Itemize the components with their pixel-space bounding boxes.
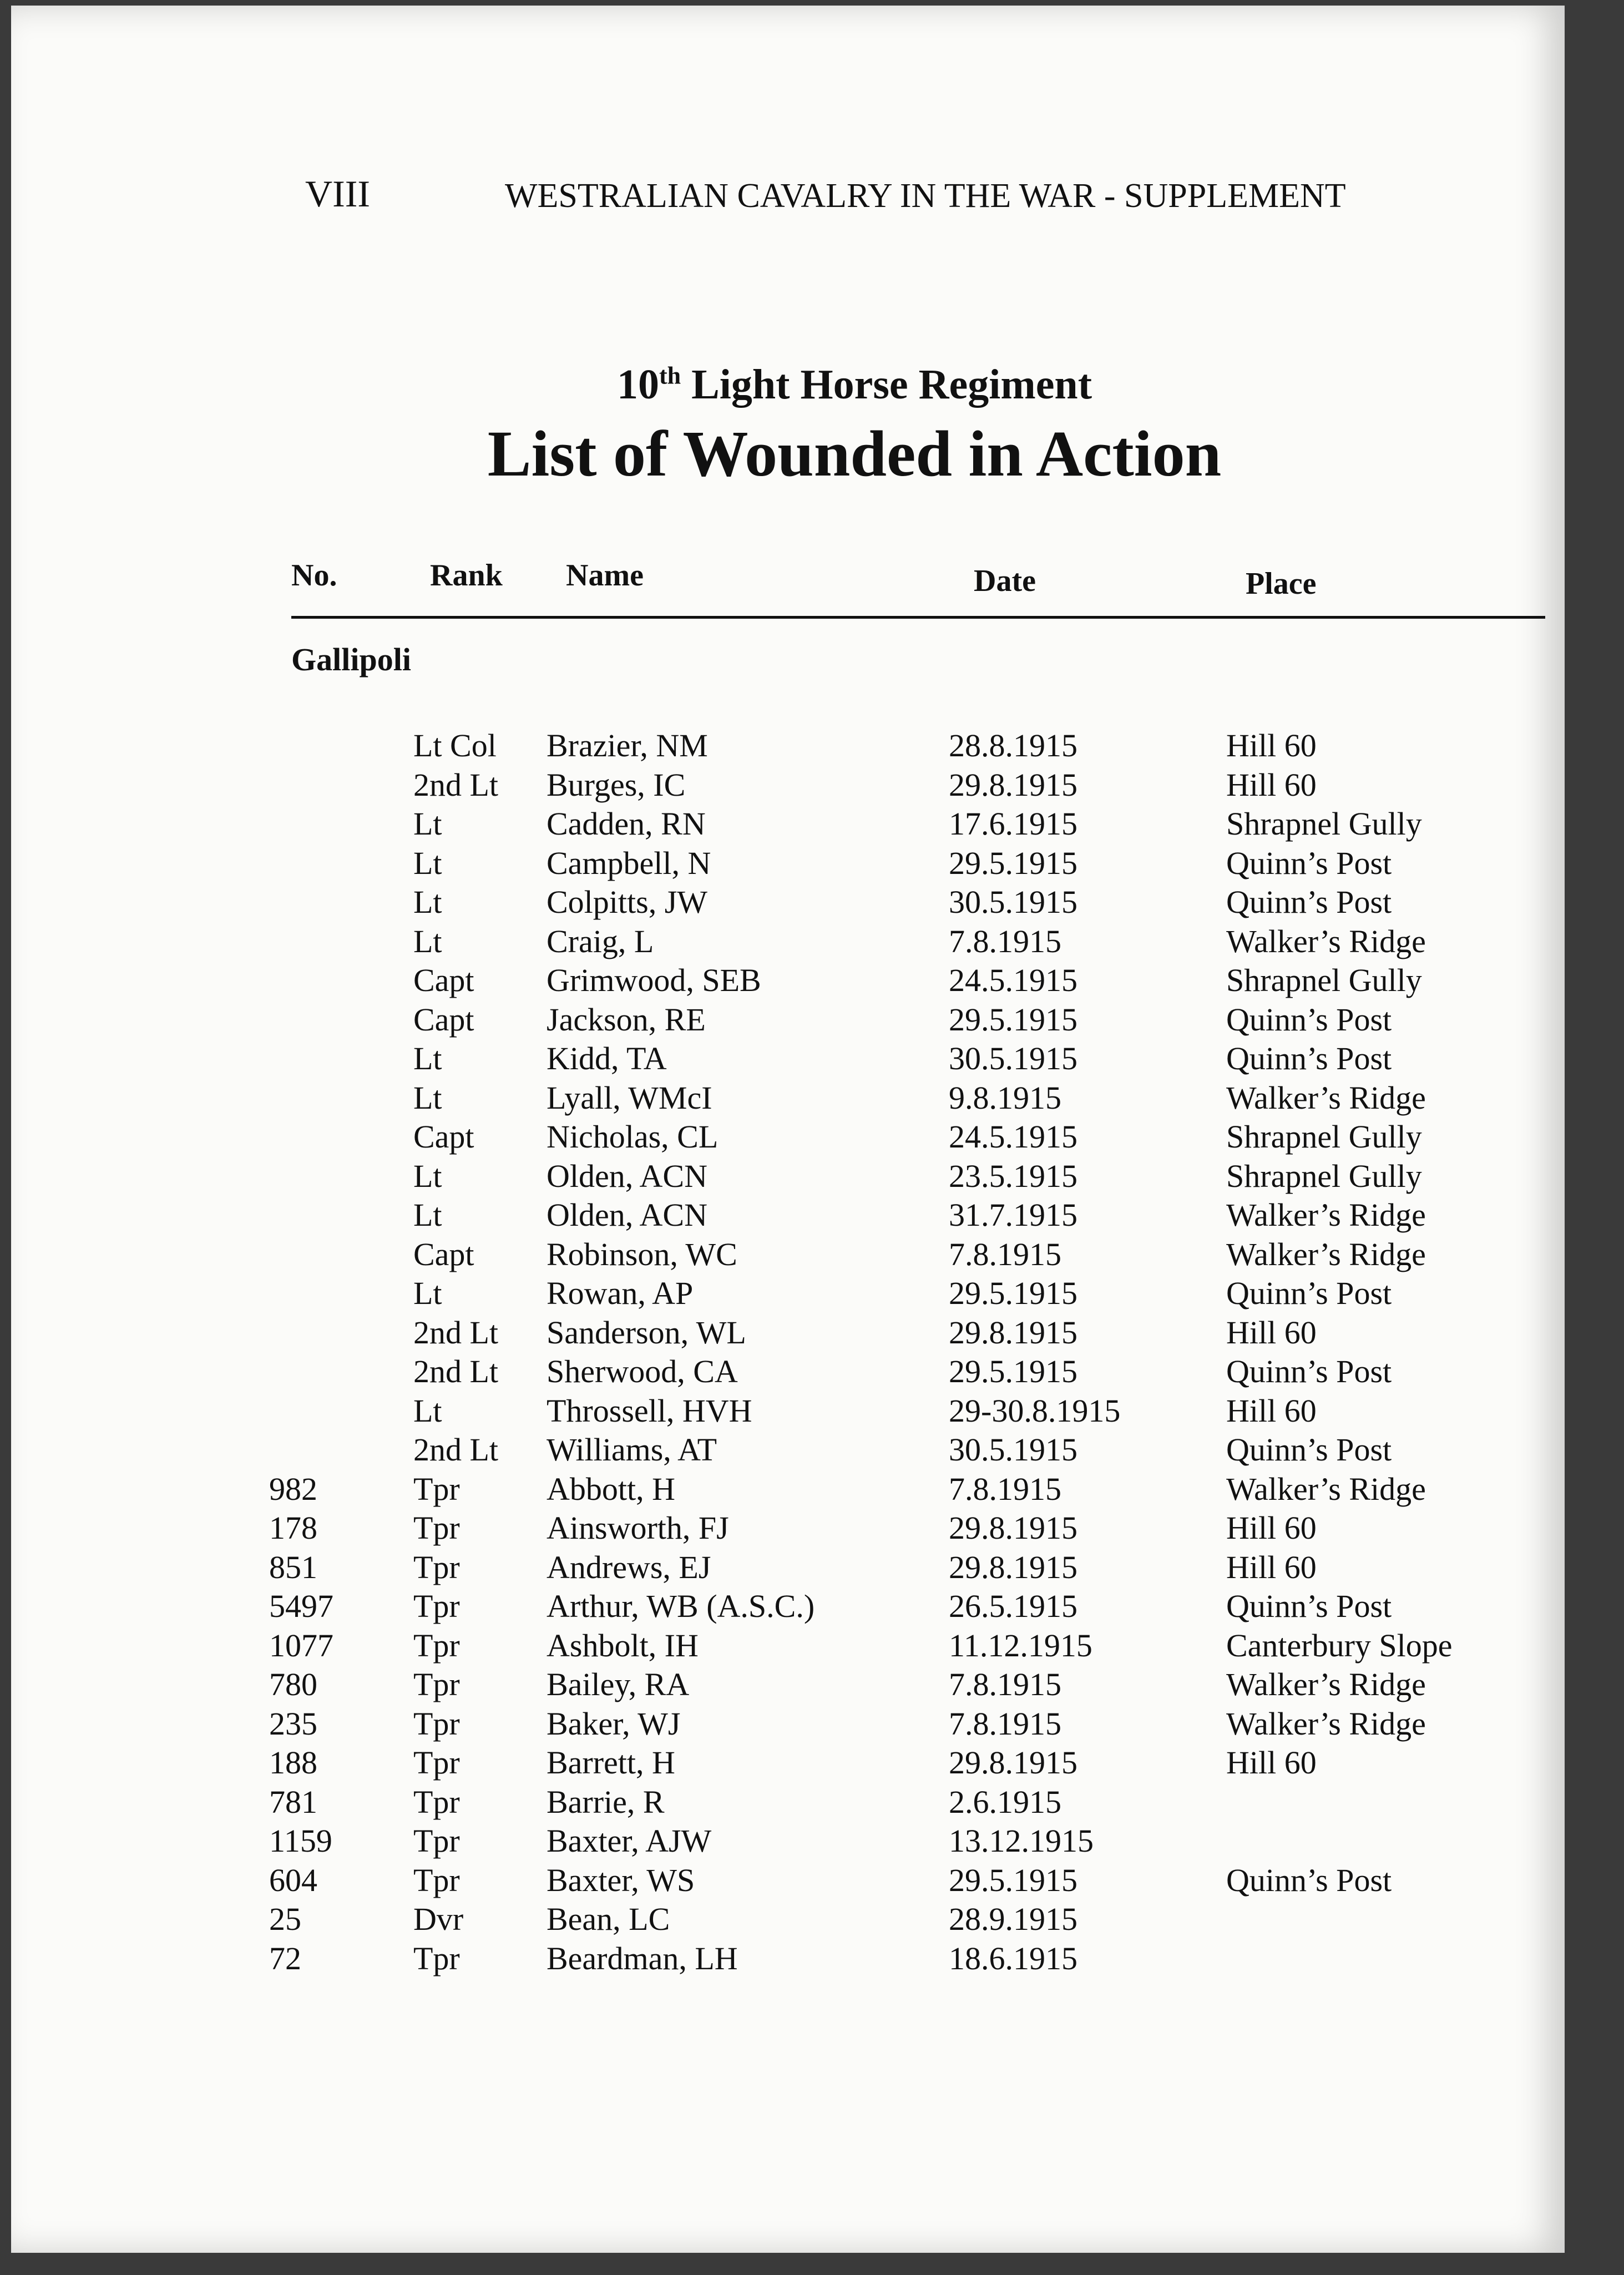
table-row bbox=[11, 962, 1565, 1001]
cell-rank: Tpr bbox=[413, 1745, 460, 1781]
cell-date: 31.7.1915 bbox=[949, 1197, 1077, 1233]
cell-name: Burges, IC bbox=[547, 766, 686, 803]
cell-place: Hill 60 bbox=[1226, 727, 1317, 764]
table-row bbox=[11, 766, 1565, 806]
cell-name: Grimwood, SEB bbox=[547, 962, 761, 998]
cell-name: Brazier, NM bbox=[547, 727, 708, 764]
cell-date: 29.8.1915 bbox=[949, 766, 1077, 803]
table-row bbox=[11, 1079, 1565, 1119]
cell-name: Ashbolt, IH bbox=[547, 1627, 699, 1664]
table-row bbox=[11, 883, 1565, 923]
table-row bbox=[11, 845, 1565, 884]
cell-name: Throssell, HVH bbox=[547, 1392, 752, 1429]
cell-date: 29.8.1915 bbox=[949, 1510, 1077, 1546]
cell-name: Jackson, RE bbox=[547, 1001, 706, 1038]
cell-rank: Tpr bbox=[413, 1823, 460, 1859]
cell-service-number: 781 bbox=[269, 1783, 317, 1820]
cell-place: Shrapnel Gully bbox=[1226, 1119, 1422, 1155]
cell-date: 7.8.1915 bbox=[949, 1705, 1061, 1742]
cell-date: 29.8.1915 bbox=[949, 1745, 1077, 1781]
cell-place: Quinn’s Post bbox=[1226, 1588, 1392, 1624]
cell-rank: Lt bbox=[413, 806, 442, 842]
cell-rank: Tpr bbox=[413, 1588, 460, 1624]
column-header-no: No. bbox=[291, 558, 337, 593]
cell-rank: Lt bbox=[413, 1040, 442, 1076]
cell-name: Baxter, AJW bbox=[547, 1823, 712, 1859]
cell-rank: 2nd Lt bbox=[413, 1432, 499, 1468]
cell-date: 13.12.1915 bbox=[949, 1823, 1094, 1859]
cell-date: 29.8.1915 bbox=[949, 1314, 1077, 1351]
cell-place: Walker’s Ridge bbox=[1226, 923, 1426, 959]
cell-place: Hill 60 bbox=[1226, 1392, 1317, 1429]
cell-name: Barrie, R bbox=[547, 1783, 665, 1820]
column-header-date: Date bbox=[974, 564, 1036, 598]
table-row bbox=[11, 923, 1565, 962]
cell-name: Arthur, WB (A.S.C.) bbox=[547, 1588, 815, 1624]
regiment-heading bbox=[78, 361, 1624, 409]
cell-place: Walker’s Ridge bbox=[1226, 1470, 1426, 1507]
table-row bbox=[11, 1001, 1565, 1040]
table-row bbox=[11, 1744, 1565, 1783]
cell-name: Abbott, H bbox=[547, 1470, 675, 1507]
cell-service-number: 188 bbox=[269, 1745, 317, 1781]
cell-date: 24.5.1915 bbox=[949, 1119, 1077, 1155]
cell-place: Hill 60 bbox=[1226, 1510, 1317, 1546]
cell-place: Hill 60 bbox=[1226, 766, 1317, 803]
table-row bbox=[11, 1900, 1565, 1940]
cell-service-number: 178 bbox=[269, 1510, 317, 1546]
cell-date: 29.5.1915 bbox=[949, 845, 1077, 881]
cell-date: 29.5.1915 bbox=[949, 1001, 1077, 1038]
cell-name: Barrett, H bbox=[547, 1745, 675, 1781]
cell-date: 7.8.1915 bbox=[949, 1236, 1061, 1272]
cell-date: 9.8.1915 bbox=[949, 1079, 1061, 1116]
table-row bbox=[11, 1118, 1565, 1157]
cell-name: Williams, AT bbox=[547, 1432, 717, 1468]
cell-service-number: 851 bbox=[269, 1549, 317, 1585]
cell-place: Shrapnel Gully bbox=[1226, 806, 1422, 842]
column-header-name: Name bbox=[566, 558, 644, 593]
cell-place: Hill 60 bbox=[1226, 1549, 1317, 1585]
cell-name: Nicholas, CL bbox=[547, 1119, 719, 1155]
cell-rank: Lt bbox=[413, 1392, 442, 1429]
cell-rank: Lt bbox=[413, 1079, 442, 1116]
cell-name: Andrews, EJ bbox=[547, 1549, 711, 1585]
cell-place: Walker’s Ridge bbox=[1226, 1666, 1426, 1702]
table-row bbox=[11, 1509, 1565, 1549]
cell-rank: Lt Col bbox=[413, 727, 497, 764]
cell-service-number: 5497 bbox=[269, 1588, 333, 1624]
cell-rank: Tpr bbox=[413, 1940, 460, 1976]
cell-name: Sanderson, WL bbox=[547, 1314, 746, 1351]
cell-date: 2.6.1915 bbox=[949, 1783, 1061, 1820]
cell-date: 18.6.1915 bbox=[949, 1940, 1077, 1976]
table-row bbox=[11, 1040, 1565, 1079]
cell-name: Robinson, WC bbox=[547, 1236, 737, 1272]
cell-rank: Capt bbox=[413, 1236, 474, 1272]
table-row bbox=[11, 1392, 1565, 1432]
table-row bbox=[11, 1157, 1565, 1197]
cell-name: Baxter, WS bbox=[547, 1862, 695, 1898]
cell-rank: Tpr bbox=[413, 1627, 460, 1664]
cell-place: Quinn’s Post bbox=[1226, 1353, 1392, 1389]
cell-place: Walker’s Ridge bbox=[1226, 1079, 1426, 1116]
cell-name: Baker, WJ bbox=[547, 1705, 681, 1742]
cell-place: Quinn’s Post bbox=[1226, 1275, 1392, 1311]
cell-rank: Lt bbox=[413, 923, 442, 959]
cell-place: Shrapnel Gully bbox=[1226, 962, 1422, 998]
cell-date: 17.6.1915 bbox=[949, 806, 1077, 842]
cell-place: Quinn’s Post bbox=[1226, 1040, 1392, 1076]
cell-place: Quinn’s Post bbox=[1226, 845, 1392, 881]
cell-service-number: 1077 bbox=[269, 1627, 333, 1664]
cell-name: Beardman, LH bbox=[547, 1940, 738, 1976]
table-row bbox=[11, 1353, 1565, 1392]
cell-place: Walker’s Ridge bbox=[1226, 1197, 1426, 1233]
cell-date: 7.8.1915 bbox=[949, 1666, 1061, 1702]
cell-rank: Tpr bbox=[413, 1666, 460, 1702]
cell-name: Sherwood, CA bbox=[547, 1353, 738, 1389]
cell-place: Hill 60 bbox=[1226, 1314, 1317, 1351]
cell-date: 23.5.1915 bbox=[949, 1157, 1077, 1194]
cell-name: Cadden, RN bbox=[547, 806, 706, 842]
cell-date: 29.8.1915 bbox=[949, 1549, 1077, 1585]
cell-place: Quinn’s Post bbox=[1226, 1432, 1392, 1468]
cell-rank: Tpr bbox=[413, 1862, 460, 1898]
table-row bbox=[11, 1666, 1565, 1705]
table-row bbox=[11, 1627, 1565, 1666]
cell-place: Quinn’s Post bbox=[1226, 884, 1392, 920]
table-row bbox=[11, 1236, 1565, 1275]
cell-date: 30.5.1915 bbox=[949, 1040, 1077, 1076]
table-row bbox=[11, 1783, 1565, 1823]
cell-rank: Lt bbox=[413, 845, 442, 881]
cell-place: Walker’s Ridge bbox=[1226, 1236, 1426, 1272]
cell-name: Bean, LC bbox=[547, 1901, 670, 1937]
table-row bbox=[11, 1314, 1565, 1353]
cell-date: 11.12.1915 bbox=[949, 1627, 1092, 1664]
document-page bbox=[11, 6, 1565, 2253]
cell-date: 28.9.1915 bbox=[949, 1901, 1077, 1937]
cell-rank: Tpr bbox=[413, 1470, 460, 1507]
cell-name: Olden, ACN bbox=[547, 1157, 707, 1194]
cell-rank: 2nd Lt bbox=[413, 766, 499, 803]
cell-service-number: 1159 bbox=[269, 1823, 332, 1859]
table-row bbox=[11, 1940, 1565, 1979]
table-row bbox=[11, 1431, 1565, 1470]
header-rule bbox=[291, 616, 1545, 619]
cell-name: Craig, L bbox=[547, 923, 654, 959]
page-number: VIII bbox=[305, 173, 371, 215]
cell-place: Quinn’s Post bbox=[1226, 1862, 1392, 1898]
table-row bbox=[11, 805, 1565, 845]
cell-place: Walker’s Ridge bbox=[1226, 1705, 1426, 1742]
cell-date: 7.8.1915 bbox=[949, 1470, 1061, 1507]
cell-service-number: 604 bbox=[269, 1862, 317, 1898]
cell-date: 7.8.1915 bbox=[949, 923, 1061, 959]
cell-place: Canterbury Slope bbox=[1226, 1627, 1453, 1664]
regiment-ordinal-suffix: th bbox=[659, 362, 681, 390]
cell-service-number: 780 bbox=[269, 1666, 317, 1702]
table-row bbox=[11, 1705, 1565, 1745]
cell-rank: Capt bbox=[413, 962, 474, 998]
cell-date: 29.5.1915 bbox=[949, 1862, 1077, 1898]
cell-name: Campbell, N bbox=[547, 845, 711, 881]
cell-name: Colpitts, JW bbox=[547, 884, 708, 920]
cell-date: 30.5.1915 bbox=[949, 1432, 1077, 1468]
regiment-name: Light Horse Regiment bbox=[691, 361, 1092, 408]
cell-service-number: 25 bbox=[269, 1901, 301, 1937]
table-row bbox=[11, 1862, 1565, 1901]
cell-place: Shrapnel Gully bbox=[1226, 1157, 1422, 1194]
column-header-rank: Rank bbox=[430, 558, 503, 593]
cell-date: 26.5.1915 bbox=[949, 1588, 1077, 1624]
cell-rank: Tpr bbox=[413, 1549, 460, 1585]
cell-rank: Lt bbox=[413, 1197, 442, 1233]
cell-rank: Lt bbox=[413, 1157, 442, 1194]
cell-date: 29.5.1915 bbox=[949, 1353, 1077, 1389]
cell-service-number: 982 bbox=[269, 1470, 317, 1507]
cell-rank: 2nd Lt bbox=[413, 1353, 499, 1389]
cell-rank: Capt bbox=[413, 1119, 474, 1155]
table-row bbox=[11, 1588, 1565, 1627]
table-row bbox=[11, 1275, 1565, 1314]
cell-name: Kidd, TA bbox=[547, 1040, 667, 1076]
cell-date: 29.5.1915 bbox=[949, 1275, 1077, 1311]
cell-name: Bailey, RA bbox=[547, 1666, 690, 1702]
cell-service-number: 235 bbox=[269, 1705, 317, 1742]
cell-rank: 2nd Lt bbox=[413, 1314, 499, 1351]
wounded-list bbox=[11, 727, 1565, 1979]
cell-date: 30.5.1915 bbox=[949, 884, 1077, 920]
cell-name: Rowan, AP bbox=[547, 1275, 694, 1311]
cell-name: Ainsworth, FJ bbox=[547, 1510, 729, 1546]
running-title: WESTRALIAN CAVALRY IN THE WAR - SUPPLEMENT bbox=[505, 177, 1346, 215]
cell-rank: Lt bbox=[413, 884, 442, 920]
table-row bbox=[11, 1470, 1565, 1510]
table-row bbox=[11, 1549, 1565, 1588]
cell-date: 28.8.1915 bbox=[949, 727, 1077, 764]
cell-place: Hill 60 bbox=[1226, 1745, 1317, 1781]
cell-rank: Tpr bbox=[413, 1705, 460, 1742]
cell-rank: Capt bbox=[413, 1001, 474, 1038]
cell-rank: Lt bbox=[413, 1275, 442, 1311]
table-row bbox=[11, 1196, 1565, 1236]
cell-rank: Tpr bbox=[413, 1510, 460, 1546]
regiment-ordinal: 10 bbox=[616, 361, 659, 408]
table-row bbox=[11, 727, 1565, 766]
cell-place: Quinn’s Post bbox=[1226, 1001, 1392, 1038]
cell-rank: Dvr bbox=[413, 1901, 464, 1937]
table-row bbox=[11, 1822, 1565, 1862]
cell-rank: Tpr bbox=[413, 1783, 460, 1820]
cell-name: Olden, ACN bbox=[547, 1197, 707, 1233]
section-heading: Gallipoli bbox=[291, 641, 411, 678]
page-title: List of Wounded in Action bbox=[487, 417, 1222, 490]
cell-date: 24.5.1915 bbox=[949, 962, 1077, 998]
column-header-place: Place bbox=[1246, 567, 1317, 601]
cell-service-number: 72 bbox=[269, 1940, 301, 1976]
cell-date: 29-30.8.1915 bbox=[949, 1392, 1121, 1429]
cell-name: Lyall, WMcI bbox=[547, 1079, 712, 1116]
